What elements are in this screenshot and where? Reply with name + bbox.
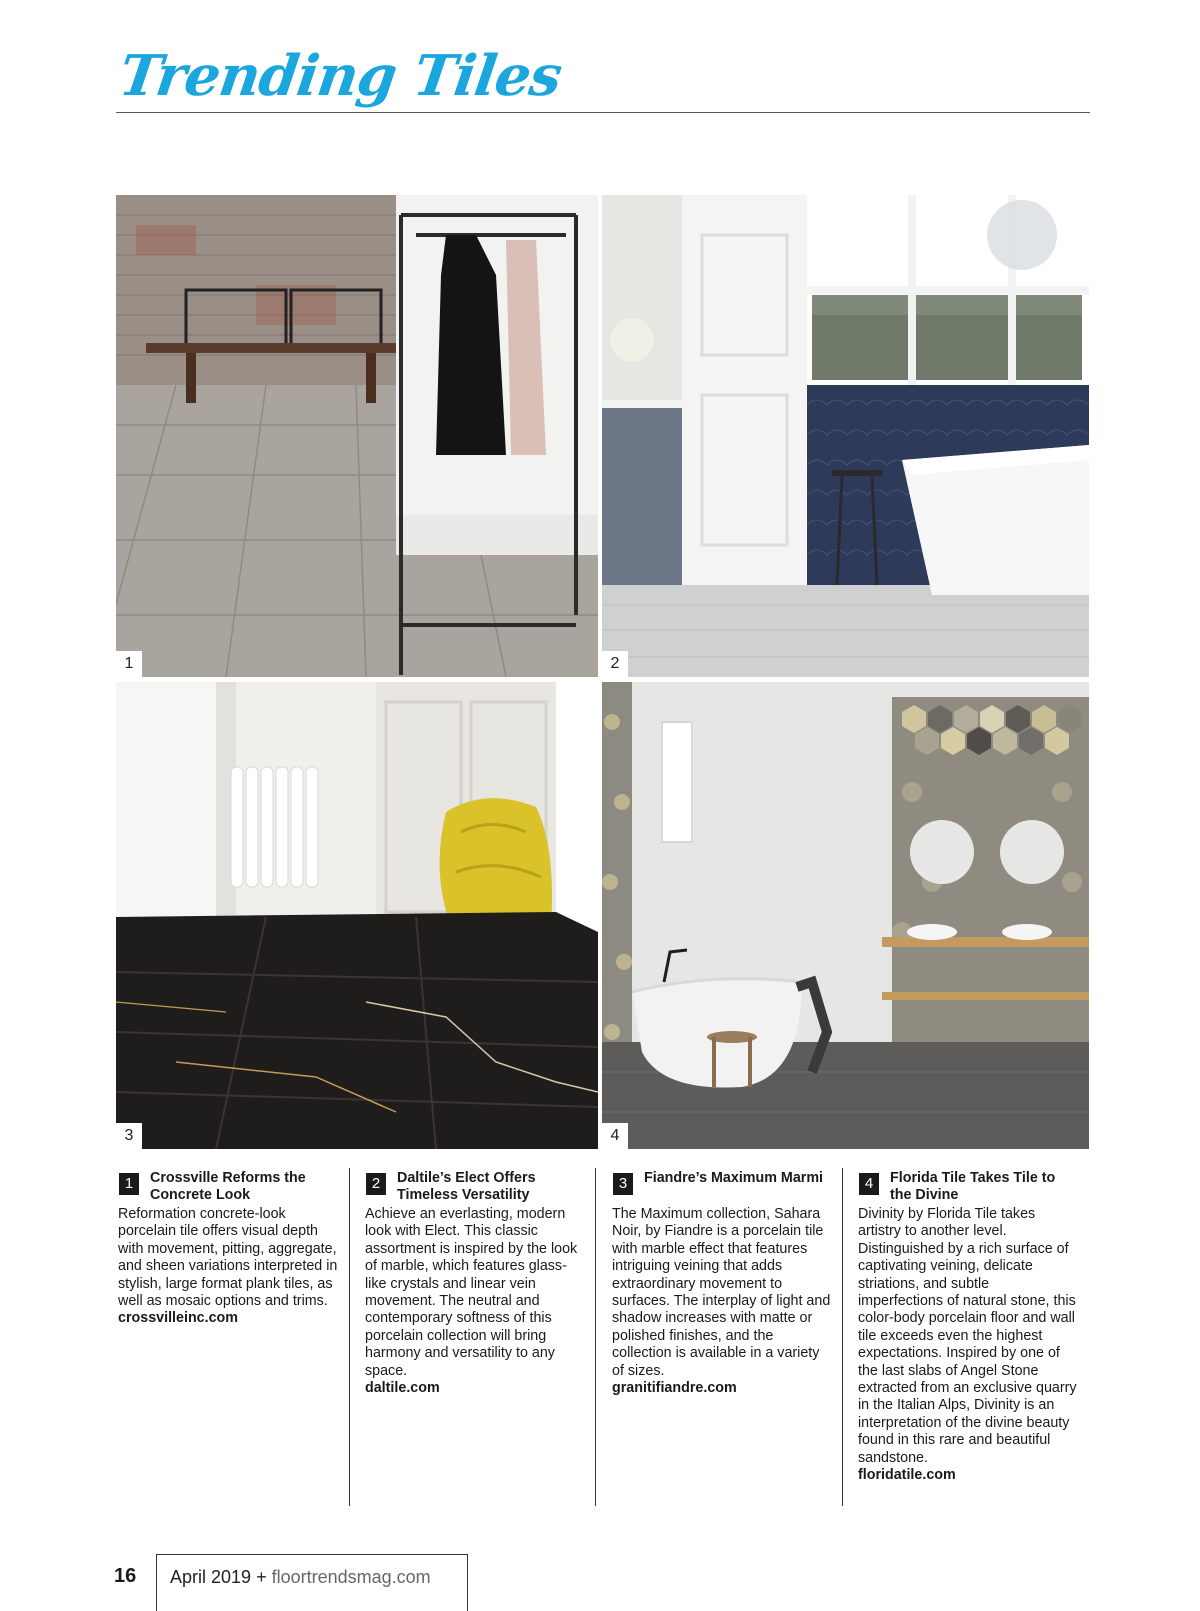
article-body: Reformation concrete-look porcelain tile offers visual depth with movement, pitting, aggregate, and sheen variations interpreted in stylish, large format plank tiles, as well as mosaic options and trims. <box>118 1206 338 1310</box>
photo-crossville-showroom <box>116 195 598 677</box>
footer-separator: + <box>256 1567 267 1587</box>
photo-floridatile-bathroom <box>602 682 1089 1149</box>
article-url[interactable]: crossvilleinc.com <box>118 1310 238 1327</box>
photo-daltile-bathroom <box>602 195 1089 677</box>
photo-number: 1 <box>116 651 142 677</box>
article-title: Crossville Reforms the Concrete Look <box>150 1170 306 1204</box>
article-title: Fiandre’s Maximum Marmi <box>644 1170 824 1186</box>
article-daltile <box>365 1170 585 1397</box>
photo-number: 2 <box>602 651 628 677</box>
page-number: 16 <box>114 1565 137 1587</box>
footer-issue: April 2019 <box>170 1567 252 1587</box>
column-divider <box>842 1168 843 1506</box>
article-floridatile <box>858 1170 1078 1485</box>
footer-site[interactable]: floortrendsmag.com <box>271 1567 431 1587</box>
article-url[interactable]: granitifiandre.com <box>612 1380 737 1397</box>
footer-issue-line <box>170 1567 431 1588</box>
article-body: The Maximum collection, Sahara Noir, by Fiandre is a porcelain tile with marble effect that features intriguing veining that adds extraordinary movement to surfaces. The interplay of light and shadow increases with matte or polished finishes, and the collection is available in a variety of sizes. <box>612 1206 831 1379</box>
article-body: Achieve an everlasting, modern look with Elect. This classic assortment is inspired by the look of marble, which features glass-like crystals and linear vein movement. The neutral and contemporary softness of this porcelain collection will bring harmony and versatility to any space. <box>365 1206 578 1379</box>
page-title: Trending Tiles <box>115 43 566 109</box>
article-number-badge: 2 <box>366 1173 386 1195</box>
photo-fiandre-room <box>116 682 598 1149</box>
article-body: Divinity by Florida Tile takes artistry to another level. Distinguished by a rich surface of captivating veining, delicate striations, and subtle imperfections of natural stone, this color-body porcelain floor and wall tile exceeds even the highest expectations. Inspired by one of the last slabs of Angel Stone extracted from an exclusive quarry in the Italian Alps, Divinity is an interpretation of the divine beauty found in this rare and beautiful sandstone. <box>858 1206 1077 1466</box>
article-number-badge: 1 <box>119 1173 139 1195</box>
article-crossville <box>118 1170 338 1328</box>
photo-number: 4 <box>602 1123 628 1149</box>
article-title: Florida Tile Takes Tile to the Divine <box>890 1170 1056 1204</box>
column-divider <box>595 1168 596 1506</box>
article-url[interactable]: daltile.com <box>365 1380 440 1397</box>
article-number-badge: 3 <box>613 1173 633 1195</box>
article-url[interactable]: floridatile.com <box>858 1467 956 1484</box>
article-title: Daltile’s Elect Offers Timeless Versatility <box>397 1170 536 1204</box>
article-fiandre <box>612 1170 832 1397</box>
column-divider <box>349 1168 350 1506</box>
article-number-badge: 4 <box>859 1173 879 1195</box>
title-rule <box>116 112 1090 113</box>
photo-number: 3 <box>116 1123 142 1149</box>
